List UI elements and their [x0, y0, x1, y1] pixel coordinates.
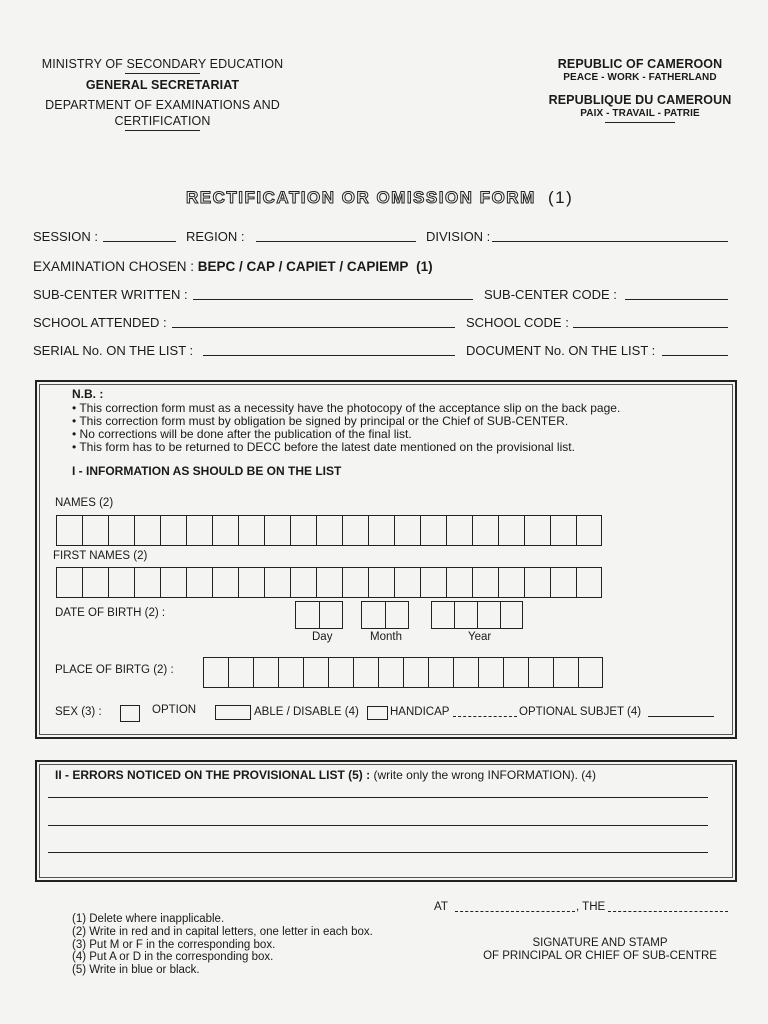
- department-line1: DEPARTMENT OF EXAMINATIONS AND: [45, 98, 280, 112]
- able-disable-label: ABLE / DISABLE (4): [254, 706, 359, 718]
- year-label: Year: [468, 631, 492, 643]
- form-title-text: RECTIFICATION OR OMISSION FORM: [186, 188, 536, 207]
- letter-box[interactable]: [238, 515, 264, 546]
- region-field[interactable]: [256, 241, 416, 242]
- school-attended-field[interactable]: [172, 327, 455, 328]
- serial-no-label: SERIAL No. ON THE LIST :: [33, 343, 194, 358]
- document-no-label: DOCUMENT No. ON THE LIST :: [466, 343, 656, 358]
- letter-box[interactable]: [503, 657, 528, 688]
- day-label: Day: [312, 631, 333, 643]
- names-boxes[interactable]: [56, 515, 602, 546]
- dob-day-boxes[interactable]: [295, 601, 343, 629]
- letter-box[interactable]: [420, 567, 446, 598]
- division-label: DIVISION :: [426, 229, 491, 244]
- footnotes: [72, 913, 373, 977]
- letter-box[interactable]: [524, 515, 550, 546]
- dob-month-boxes[interactable]: [361, 601, 409, 629]
- nb-title: N.B. :: [72, 387, 104, 401]
- letter-box[interactable]: [342, 515, 368, 546]
- letter-box[interactable]: [212, 515, 238, 546]
- divider: [605, 122, 675, 123]
- handicap-field[interactable]: [453, 716, 517, 717]
- motto-en: PEACE - WORK - FATHERLAND: [563, 72, 717, 83]
- section-2-heading: II - ERRORS NOTICED ON THE PROVISIONAL LIST (5) :: [55, 768, 371, 782]
- letter-box[interactable]: [186, 515, 212, 546]
- letter-box[interactable]: [550, 515, 576, 546]
- signature-line2: OF PRINCIPAL OR CHIEF OF SUB-CENTRE: [483, 950, 717, 962]
- dob-label: DATE OF BIRTH (2) :: [55, 607, 166, 619]
- footnote: (2) Write in red and in capital letters, one letter in each box.: [72, 925, 373, 938]
- letter-box[interactable]: [160, 515, 186, 546]
- motto-fr: PAIX - TRAVAIL - PATRIE: [580, 108, 700, 119]
- exam-note: (1): [416, 259, 433, 274]
- letter-box[interactable]: [454, 601, 477, 629]
- letter-box[interactable]: [498, 567, 524, 598]
- place-of-birth-boxes[interactable]: [203, 657, 603, 688]
- letter-box[interactable]: [134, 515, 160, 546]
- letter-box[interactable]: [186, 567, 212, 598]
- able-disable-box[interactable]: [215, 705, 251, 720]
- errors-line[interactable]: [48, 797, 708, 798]
- letter-box[interactable]: [108, 567, 134, 598]
- letter-box[interactable]: [472, 567, 498, 598]
- letter-box[interactable]: [477, 601, 500, 629]
- handicap-label: HANDICAP: [390, 706, 450, 718]
- letter-box[interactable]: [428, 657, 453, 688]
- letter-box[interactable]: [446, 515, 472, 546]
- footnote: (5) Write in blue or black.: [72, 964, 200, 977]
- letter-box[interactable]: [368, 515, 394, 546]
- letter-box[interactable]: [431, 601, 454, 629]
- letter-box[interactable]: [56, 515, 82, 546]
- subcenter-code-field[interactable]: [625, 299, 728, 300]
- letter-box[interactable]: [238, 567, 264, 598]
- place-field[interactable]: [455, 911, 575, 912]
- names-label: NAMES (2): [55, 497, 114, 509]
- letter-box[interactable]: [316, 567, 342, 598]
- letter-box[interactable]: [420, 515, 446, 546]
- document-no-field[interactable]: [662, 355, 728, 356]
- divider: [125, 130, 200, 131]
- header-right: [540, 57, 740, 123]
- exam-chosen-label: EXAMINATION CHOSEN :: [33, 259, 195, 274]
- dob-year-boxes[interactable]: [431, 601, 523, 629]
- letter-box[interactable]: [212, 567, 238, 598]
- republic-en: REPUBLIC OF CAMEROON: [557, 57, 723, 71]
- letter-box[interactable]: [328, 657, 353, 688]
- errors-line[interactable]: [48, 825, 708, 826]
- letter-box[interactable]: [303, 657, 328, 688]
- letter-box[interactable]: [278, 657, 303, 688]
- divider: [125, 73, 200, 74]
- footnote: (4) Put A or D in the corresponding box.: [72, 951, 274, 964]
- letter-box[interactable]: [528, 657, 553, 688]
- school-attended-label: SCHOOL ATTENDED :: [33, 315, 167, 330]
- letter-box[interactable]: [353, 657, 378, 688]
- letter-box[interactable]: [82, 515, 108, 546]
- session-label: SESSION :: [33, 229, 99, 244]
- letter-box[interactable]: [290, 515, 316, 546]
- handicap-box[interactable]: [367, 706, 388, 720]
- header-left: [40, 57, 285, 131]
- department-line2: CERTIFICATION: [114, 114, 211, 128]
- letter-box[interactable]: [264, 567, 290, 598]
- letter-box[interactable]: [498, 515, 524, 546]
- letter-box[interactable]: [203, 657, 228, 688]
- letter-box[interactable]: [134, 567, 160, 598]
- date-field[interactable]: [608, 911, 728, 912]
- month-label: Month: [370, 631, 402, 643]
- nb-list: [72, 402, 620, 454]
- form-title: [186, 188, 573, 208]
- first-names-label: FIRST NAMES (2): [53, 550, 148, 562]
- nb-item: • No corrections will be done after the publication of the final list.: [72, 427, 412, 441]
- letter-box[interactable]: [264, 515, 290, 546]
- exam-chosen-row: [33, 259, 433, 274]
- sex-box[interactable]: [120, 705, 140, 722]
- place-of-birth-label: PLACE OF BIRTG (2) :: [55, 664, 174, 676]
- school-code-field[interactable]: [573, 327, 728, 328]
- section-2-note: (write only the wrong INFORMATION). (4): [373, 768, 596, 782]
- serial-no-field[interactable]: [203, 355, 455, 356]
- letter-box[interactable]: [108, 515, 134, 546]
- option-label: OPTION: [152, 704, 197, 716]
- letter-box[interactable]: [576, 567, 602, 598]
- letter-box[interactable]: [253, 657, 278, 688]
- letter-box[interactable]: [550, 567, 576, 598]
- subcenter-written-field[interactable]: [193, 299, 473, 300]
- subcenter-written-label: SUB-CENTER WRITTEN :: [33, 287, 188, 302]
- ministry-name: MINISTRY OF SECONDARY EDUCATION: [41, 57, 284, 71]
- footnote: (1) Delete where inapplicable.: [72, 913, 225, 925]
- letter-box[interactable]: [160, 567, 186, 598]
- letter-box[interactable]: [576, 515, 602, 546]
- session-field[interactable]: [103, 241, 176, 242]
- school-code-label: SCHOOL CODE :: [466, 315, 569, 330]
- letter-box[interactable]: [524, 567, 550, 598]
- letter-box[interactable]: [500, 601, 523, 629]
- letter-box[interactable]: [378, 657, 403, 688]
- letter-box[interactable]: [82, 567, 108, 598]
- form-title-note: (1): [547, 188, 574, 207]
- letter-box[interactable]: [361, 601, 385, 629]
- letter-box[interactable]: [394, 567, 420, 598]
- nb-item: • This correction form must as a necessity have the photocopy of the acceptance slip on the back page.: [72, 401, 621, 415]
- sex-label: SEX (3) :: [55, 706, 102, 718]
- letter-box[interactable]: [578, 657, 603, 688]
- letter-box[interactable]: [472, 515, 498, 546]
- region-label: REGION :: [186, 229, 245, 244]
- letter-box[interactable]: [446, 567, 472, 598]
- nb-item: • This correction form must by obligation be signed by principal or the Chief of SUB-CENTER.: [72, 414, 569, 428]
- letter-box[interactable]: [342, 567, 368, 598]
- first-names-boxes[interactable]: [56, 567, 602, 598]
- letter-box[interactable]: [394, 515, 420, 546]
- letter-box[interactable]: [368, 567, 394, 598]
- letter-box[interactable]: [403, 657, 428, 688]
- republic-fr: REPUBLIQUE DU CAMEROUN: [548, 93, 732, 107]
- letter-box[interactable]: [316, 515, 342, 546]
- letter-box[interactable]: [290, 567, 316, 598]
- footnote: (3) Put M or F in the corresponding box.: [72, 938, 276, 951]
- date-label: , THE: [576, 901, 606, 913]
- letter-box[interactable]: [319, 601, 343, 629]
- at-label: AT: [434, 901, 448, 913]
- nb-item: • This form has to be returned to DECC before the latest date mentioned on the provisional list.: [72, 440, 575, 454]
- division-field[interactable]: [492, 241, 728, 242]
- letter-box[interactable]: [453, 657, 478, 688]
- secretariat-name: GENERAL SECRETARIAT: [85, 78, 240, 92]
- section-1-heading: I - INFORMATION AS SHOULD BE ON THE LIST: [72, 464, 342, 478]
- letter-box[interactable]: [228, 657, 253, 688]
- signature-line1: SIGNATURE AND STAMP: [532, 937, 668, 949]
- letter-box[interactable]: [56, 567, 82, 598]
- subcenter-code-label: SUB-CENTER CODE :: [484, 287, 617, 302]
- errors-line[interactable]: [48, 852, 708, 853]
- letter-box[interactable]: [295, 601, 319, 629]
- optional-subject-label: OPTIONAL SUBJET (4): [519, 706, 642, 718]
- exam-options[interactable]: BEPC / CAP / CAPIET / CAPIEMP: [197, 259, 409, 274]
- letter-box[interactable]: [478, 657, 503, 688]
- letter-box[interactable]: [385, 601, 409, 629]
- signature-block: [480, 937, 720, 963]
- optional-subject-field[interactable]: [648, 716, 714, 717]
- letter-box[interactable]: [553, 657, 578, 688]
- section-2-heading-row: [55, 768, 596, 782]
